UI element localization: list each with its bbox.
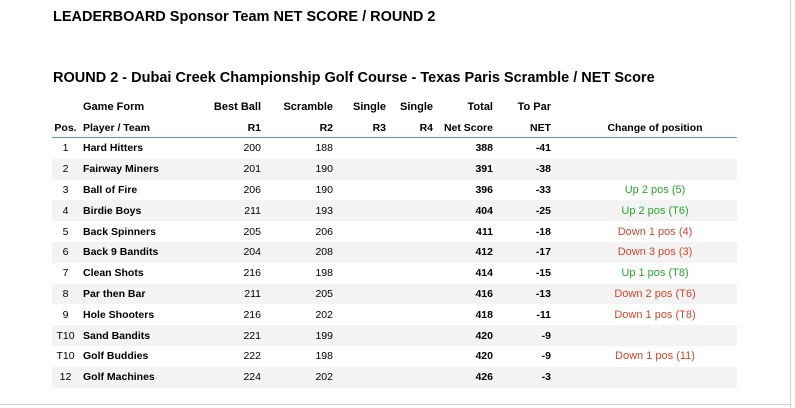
- cell-r3: [333, 180, 386, 201]
- cell-net-score: 414: [475, 267, 493, 280]
- cell-net-score: 404: [433, 200, 493, 221]
- cell-net-score: 396: [475, 183, 493, 196]
- cell-change: Up 2 pos (T6): [551, 200, 737, 221]
- cell-r3: [333, 304, 386, 325]
- cell-net-score: 412: [433, 242, 493, 263]
- cell-r2: 206: [315, 225, 333, 238]
- page-edge-bottom: [0, 404, 791, 405]
- cell-team-name: Hard Hitters: [83, 142, 144, 155]
- header-r4: R4: [386, 118, 433, 138]
- cell-pos: T10: [52, 325, 79, 346]
- cell-r4: [386, 346, 433, 367]
- cell-pos: 7: [62, 267, 69, 280]
- cell-pos: T10: [56, 350, 75, 363]
- header-single-r4: Single: [399, 101, 433, 113]
- cell-pos: 5: [62, 225, 69, 238]
- cell-r3: [333, 346, 386, 367]
- table-row: [52, 346, 737, 367]
- header-game-form: Game Form: [83, 101, 145, 113]
- page-edge-right: [790, 0, 791, 408]
- cell-team-name: Back 9 Bandits: [79, 242, 201, 263]
- cell-r2: 188: [315, 142, 333, 155]
- cell-team-name: Clean Shots: [83, 267, 144, 280]
- cell-change: [551, 367, 737, 388]
- header-net-score: Net Score: [433, 118, 493, 138]
- cell-change: Down 1 pos (4): [617, 225, 693, 238]
- table-row: [52, 242, 737, 263]
- cell-r4: [386, 325, 433, 346]
- cell-r1: 201: [201, 159, 261, 180]
- cell-to-par: -15: [535, 267, 551, 280]
- table-row: [52, 325, 737, 346]
- cell-team-name: Sand Bandits: [79, 325, 201, 346]
- cell-r1: 224: [201, 367, 261, 388]
- cell-r2: 198: [315, 350, 333, 363]
- cell-r2: 202: [315, 308, 333, 321]
- table-row: [52, 284, 737, 305]
- table-row: [52, 159, 737, 180]
- cell-r2: 208: [261, 242, 333, 263]
- cell-change: Down 2 pos (T6): [551, 284, 737, 305]
- cell-team-name: Hole Shooters: [83, 308, 155, 321]
- cell-r1: 200: [243, 142, 261, 155]
- header-change-of-position: Change of position: [551, 118, 737, 138]
- cell-r4: [386, 242, 433, 263]
- header-row-columns: [52, 118, 737, 138]
- cell-r2: 190: [315, 183, 333, 196]
- cell-net-score: 426: [433, 367, 493, 388]
- cell-r4: [386, 200, 433, 221]
- cell-r1: 222: [243, 350, 261, 363]
- cell-net-score: 418: [475, 308, 493, 321]
- cell-to-par: -33: [535, 183, 551, 196]
- cell-r3: [333, 138, 386, 159]
- cell-r4: [386, 304, 433, 325]
- cell-change: Down 1 pos (11): [615, 350, 695, 363]
- cell-pos: 4: [52, 200, 79, 221]
- cell-team-name: Golf Machines: [79, 367, 201, 388]
- cell-team-name: Birdie Boys: [79, 200, 201, 221]
- cell-r2: 199: [261, 325, 333, 346]
- cell-pos: 1: [62, 142, 69, 155]
- cell-r2: 205: [261, 284, 333, 305]
- header-player-team: Player / Team: [79, 118, 201, 138]
- cell-r4: [386, 367, 433, 388]
- cell-r4: [386, 180, 433, 201]
- cell-change: [551, 138, 737, 159]
- header-best-ball: Best Ball: [213, 101, 261, 113]
- cell-to-par: -38: [493, 159, 551, 180]
- cell-change: Up 2 pos (5): [624, 183, 686, 196]
- cell-to-par: -18: [535, 225, 551, 238]
- cell-team-name: Golf Buddies: [83, 350, 149, 363]
- table-row: [52, 367, 737, 388]
- cell-r4: [386, 263, 433, 284]
- cell-r1: 216: [243, 308, 261, 321]
- cell-r4: [386, 221, 433, 242]
- table-row: [52, 200, 737, 221]
- cell-net-score: 411: [476, 225, 493, 238]
- cell-to-par: -17: [493, 242, 551, 263]
- header-blank: [52, 96, 79, 118]
- cell-r4: [386, 284, 433, 305]
- cell-net-score: 420: [475, 350, 493, 363]
- header-total: Total: [467, 101, 493, 113]
- table-row: [52, 180, 737, 201]
- page-title: LEADERBOARD Sponsor Team NET SCORE / ROUND 2: [53, 9, 436, 25]
- header-r1: R1: [201, 118, 261, 138]
- cell-pos: 6: [52, 242, 79, 263]
- cell-team-name: Ball of Fire: [83, 183, 138, 196]
- cell-r4: [386, 159, 433, 180]
- cell-net-score: 416: [433, 284, 493, 305]
- section-title: ROUND 2 - Dubai Creek Championship Golf Course - Texas Paris Scramble / NET Score: [53, 70, 655, 86]
- cell-to-par: -11: [536, 308, 551, 321]
- cell-r1: 206: [243, 183, 261, 196]
- cell-change: Up 1 pos (T8): [621, 267, 689, 280]
- cell-r3: [333, 325, 386, 346]
- cell-to-par: -13: [493, 284, 551, 305]
- cell-r3: [333, 284, 386, 305]
- table-row: [52, 221, 737, 242]
- leaderboard-body: [52, 138, 737, 388]
- header-to-par: To Par: [517, 101, 551, 113]
- table-row: [52, 138, 737, 159]
- cell-to-par: -41: [535, 142, 551, 155]
- cell-r1: 216: [243, 267, 261, 280]
- table-row: [52, 263, 737, 284]
- header-pos: Pos.: [52, 118, 79, 138]
- cell-r2: 202: [261, 367, 333, 388]
- leaderboard-table: [52, 96, 737, 388]
- cell-net-score: 391: [433, 159, 493, 180]
- cell-r1: 211: [201, 200, 261, 221]
- cell-r3: [333, 263, 386, 284]
- cell-to-par: -25: [493, 200, 551, 221]
- cell-r1: 205: [243, 225, 261, 238]
- cell-r3: [333, 159, 386, 180]
- cell-r2: 190: [261, 159, 333, 180]
- cell-to-par: -3: [493, 367, 551, 388]
- cell-r3: [333, 221, 386, 242]
- cell-pos: 2: [52, 159, 79, 180]
- cell-pos: 9: [62, 308, 69, 321]
- cell-team-name: Par then Bar: [79, 284, 201, 305]
- cell-change: Down 1 pos (T8): [614, 308, 696, 321]
- header-single-r3: Single: [352, 101, 386, 113]
- cell-net-score: 420: [433, 325, 493, 346]
- cell-pos: 8: [52, 284, 79, 305]
- cell-r2: 198: [315, 267, 333, 280]
- cell-change: [551, 159, 737, 180]
- cell-team-name: Fairway Miners: [79, 159, 201, 180]
- cell-to-par: -9: [493, 325, 551, 346]
- cell-team-name: Back Spinners: [83, 225, 156, 238]
- cell-r3: [333, 200, 386, 221]
- cell-change: [551, 325, 737, 346]
- header-r3: R3: [333, 118, 386, 138]
- header-row-game-form: [52, 96, 737, 118]
- cell-pos: 3: [62, 183, 69, 196]
- cell-net-score: 388: [475, 142, 493, 155]
- header-r2: R2: [261, 118, 333, 138]
- cell-r1: 204: [201, 242, 261, 263]
- cell-pos: 12: [52, 367, 79, 388]
- header-scramble: Scramble: [283, 101, 333, 113]
- table-row: [52, 304, 737, 325]
- cell-r2: 193: [261, 200, 333, 221]
- cell-r4: [386, 138, 433, 159]
- cell-to-par: -9: [541, 350, 551, 363]
- cell-r1: 211: [201, 284, 261, 305]
- header-blank-change: [551, 96, 737, 118]
- cell-r3: [333, 242, 386, 263]
- cell-r3: [333, 367, 386, 388]
- header-net: NET: [493, 118, 551, 138]
- cell-change: Down 3 pos (3): [551, 242, 737, 263]
- cell-r1: 221: [201, 325, 261, 346]
